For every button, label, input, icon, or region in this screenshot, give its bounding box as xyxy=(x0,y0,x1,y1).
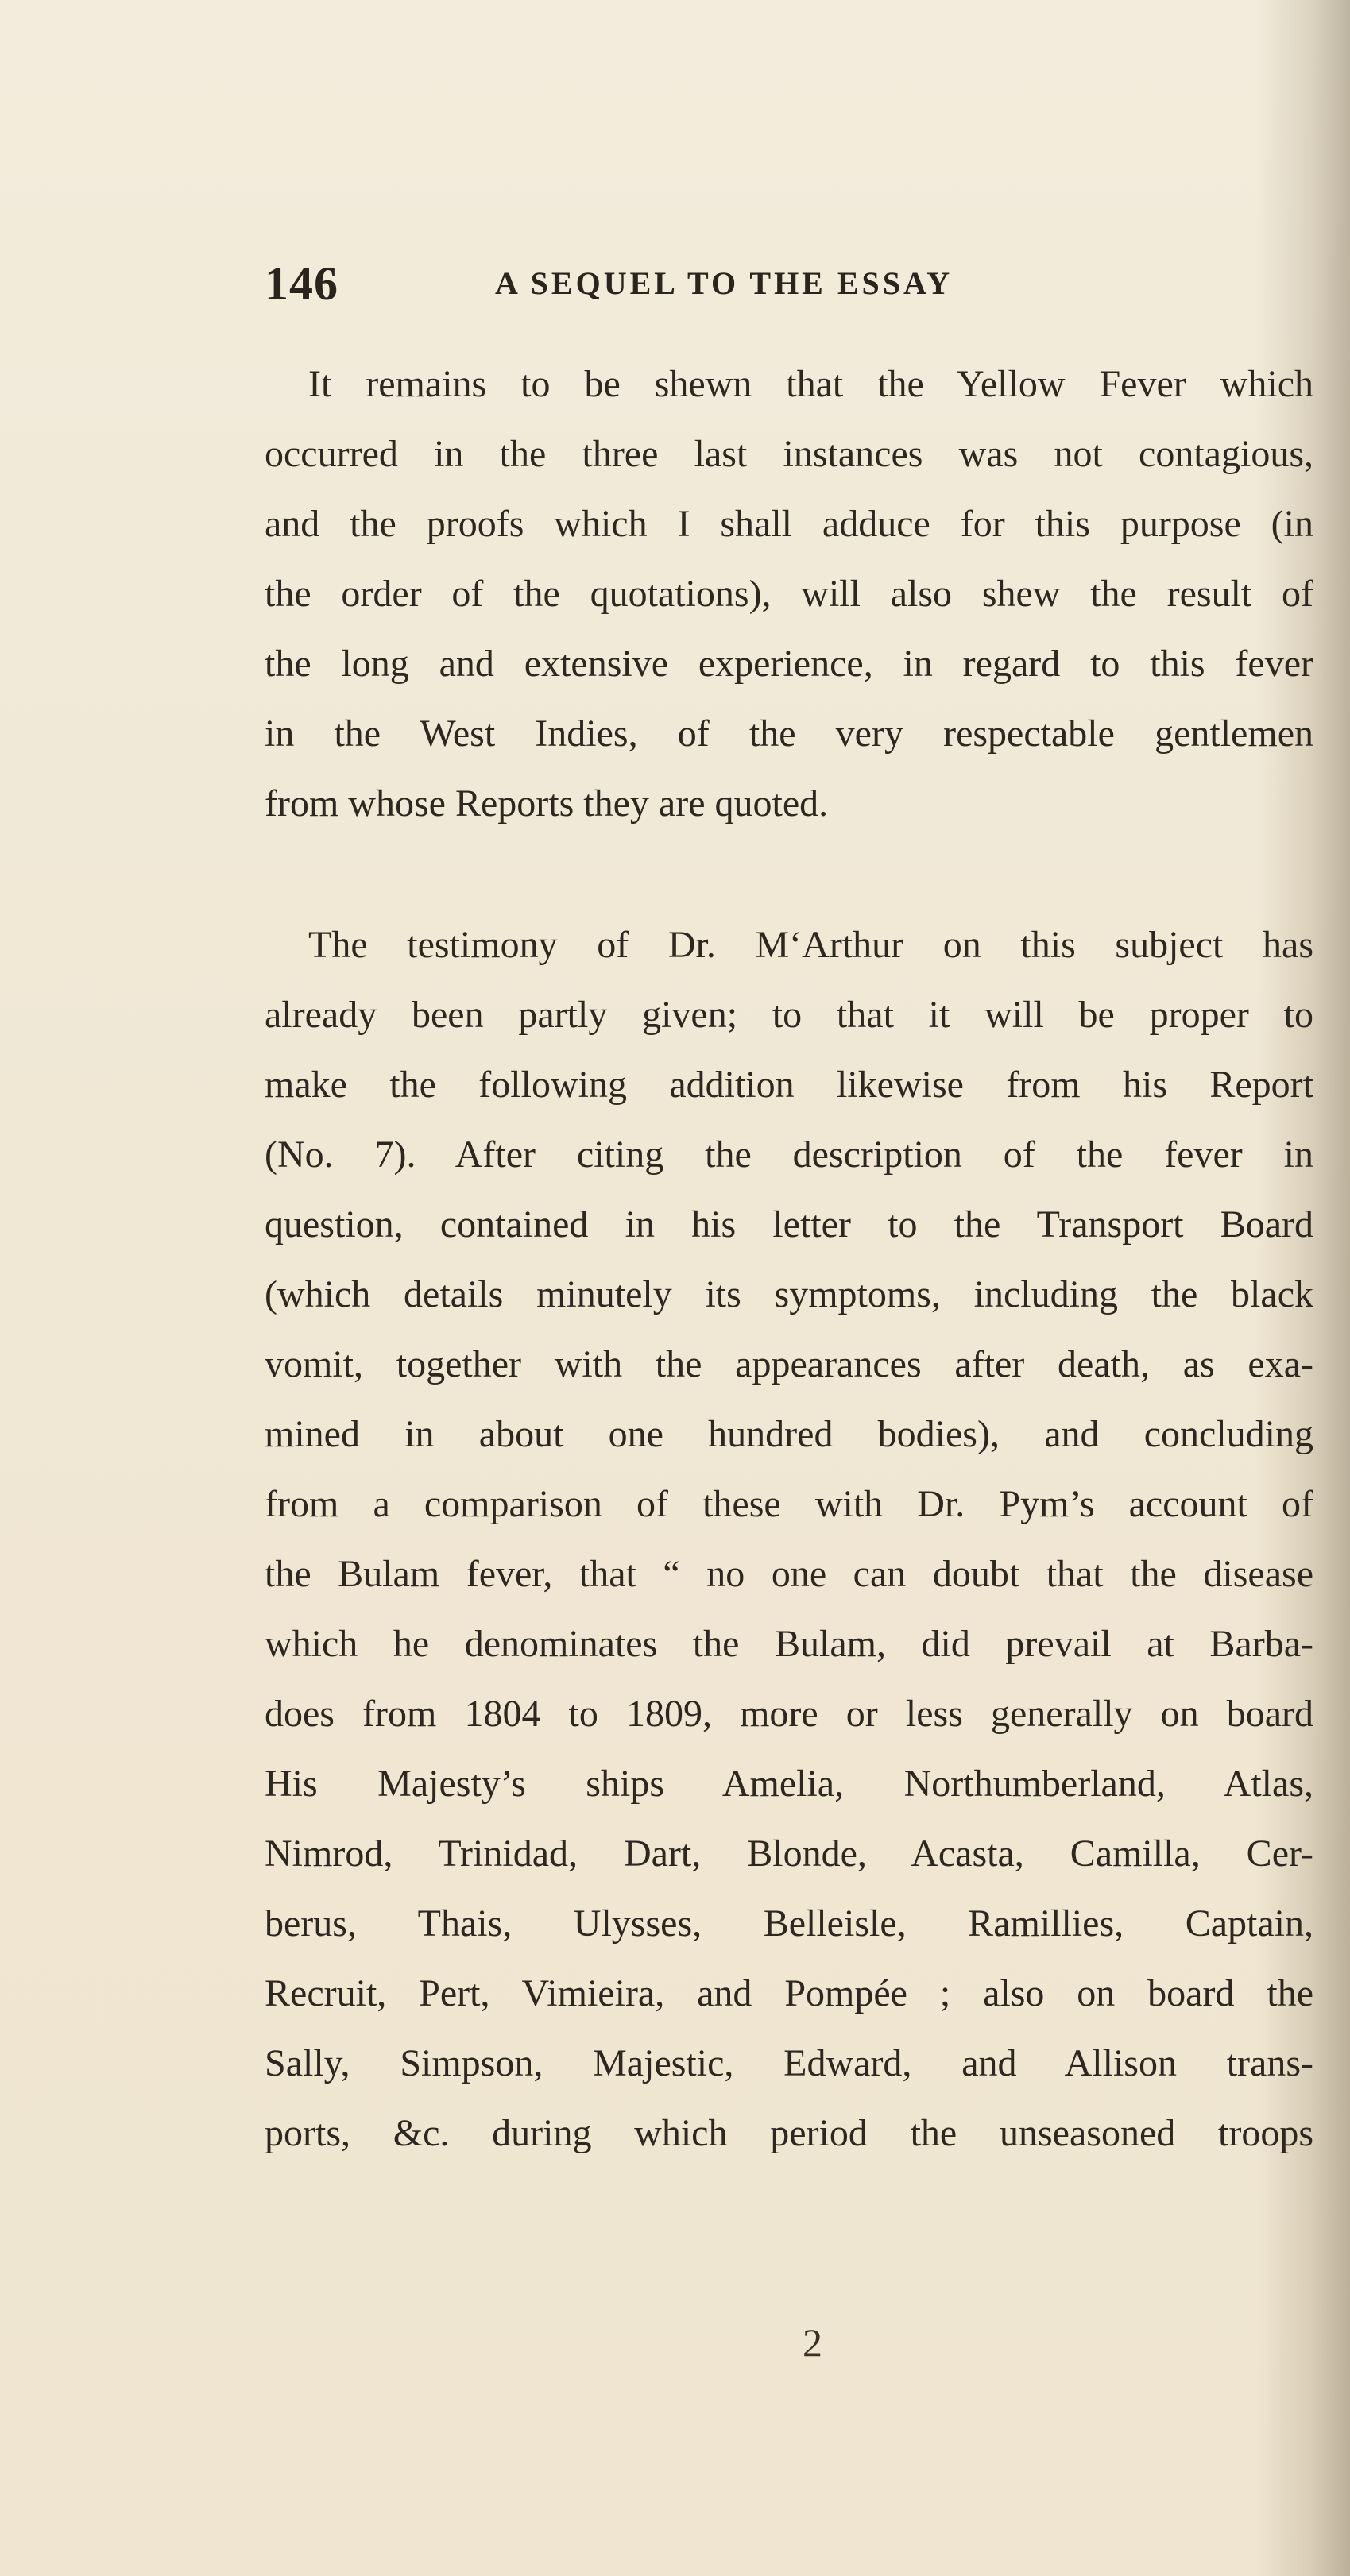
signature-mark: 2 xyxy=(803,2320,822,2365)
text-line: already been partly given; to that it will be proper to xyxy=(265,994,1313,1036)
text-line: occurred in the three last instances was not contagious, xyxy=(265,433,1313,475)
text-line: berus, Thais, Ulysses, Belleisle, Ramillies, Captain, xyxy=(265,1902,1313,1945)
running-head xyxy=(265,257,1337,320)
text-line: in the West Indies, of the very respectable gentlemen xyxy=(265,713,1313,755)
text-line: from a comparison of these with Dr. Pym’s account of xyxy=(265,1483,1313,1525)
text-line: the long and extensive experience, in regard to this fever xyxy=(265,643,1313,685)
running-title: A SEQUEL TO THE ESSAY xyxy=(495,265,954,301)
page-number: 146 xyxy=(265,257,338,310)
paragraph-gap xyxy=(265,839,1313,910)
text-line: (No. 7). After citing the description of the fever in xyxy=(265,1134,1313,1176)
text-line: ports, &c. during which period the unseasoned troops xyxy=(265,2112,1313,2154)
text-line: make the following addition likewise from his Report xyxy=(265,1064,1313,1106)
text-line: from whose Reports they are quoted. xyxy=(265,782,829,825)
text-line: the Bulam fever, that “ no one can doubt that the disease xyxy=(265,1553,1313,1595)
paragraph xyxy=(265,350,1313,839)
body-text xyxy=(265,350,1313,2169)
text-line: Nimrod, Trinidad, Dart, Blonde, Acasta, Camilla, Cer- xyxy=(265,1833,1313,1875)
text-line: (which details minutely its symptoms, including the black xyxy=(265,1273,1313,1315)
text-line: which he denominates the Bulam, did prevail at Barba- xyxy=(265,1623,1313,1665)
text-line: does from 1804 to 1809, more or less generally on board xyxy=(265,1693,1313,1735)
text-line: It remains to be shewn that the Yellow Fever which xyxy=(308,363,1313,405)
text-line: The testimony of Dr. M‘Arthur on this subject has xyxy=(308,924,1313,966)
text-line: the order of the quotations), will also shew the result of xyxy=(265,573,1313,615)
text-line: question, contained in his letter to the Transport Board xyxy=(265,1203,1313,1246)
text-line: mined in about one hundred bodies), and concluding xyxy=(265,1413,1313,1455)
text-line: His Majesty’s ships Amelia, Northumberland, Atlas, xyxy=(265,1763,1313,1805)
paragraph xyxy=(265,910,1313,2169)
text-line: Sally, Simpson, Majestic, Edward, and Allison trans- xyxy=(265,2042,1313,2084)
text-line: vomit, together with the appearances after death, as exa- xyxy=(265,1343,1313,1385)
text-line: Recruit, Pert, Vimieira, and Pompée ; also on board the xyxy=(265,1972,1313,2014)
text-line: and the proofs which I shall adduce for this purpose (in xyxy=(265,503,1313,545)
